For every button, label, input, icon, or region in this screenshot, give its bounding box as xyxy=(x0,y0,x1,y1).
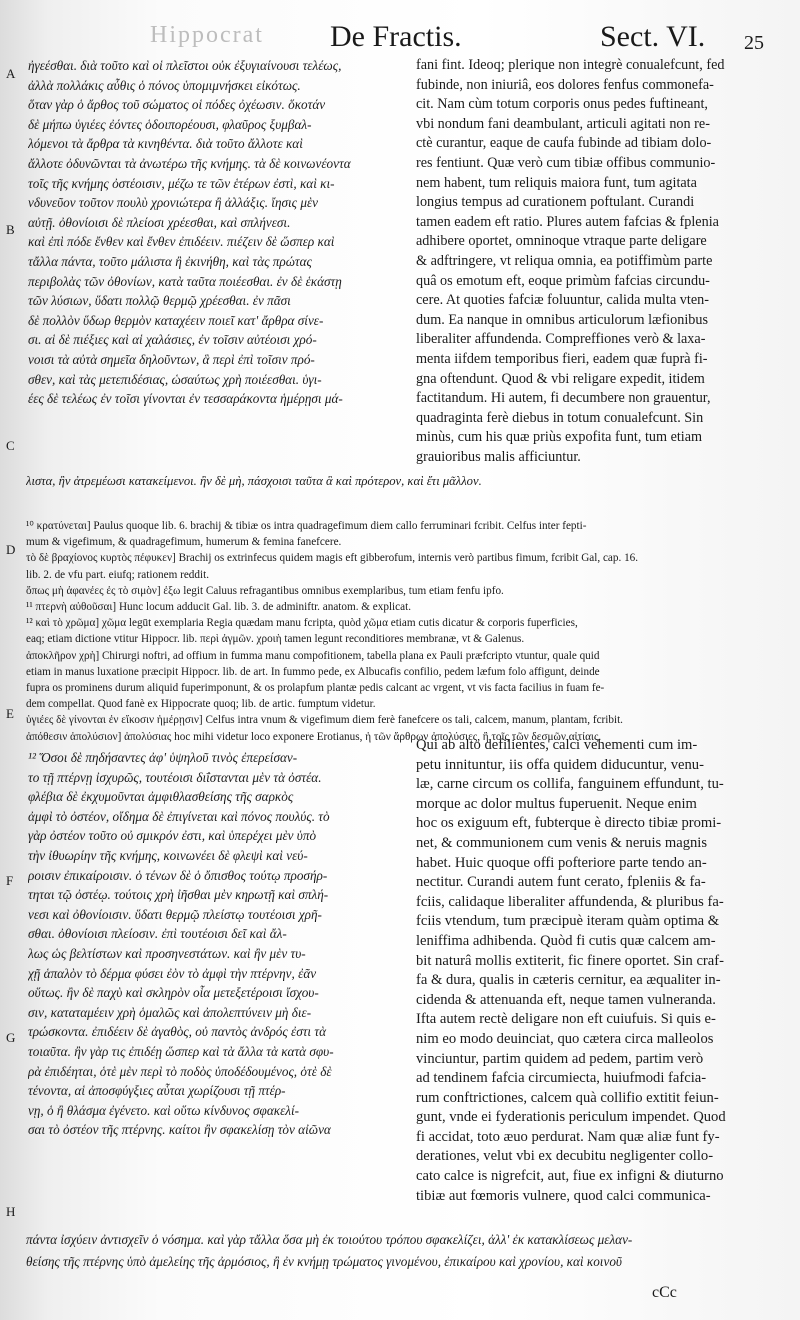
greek-line: τῶν λύσιων, ὕδατι πολλῷ θερμῷ χρέεσθαι. ἐν πᾶσι xyxy=(28,293,291,309)
margin-letter-d: D xyxy=(6,542,16,557)
greek-line: σι. αἱ δὲ πιέξιες καὶ αἱ χαλάσιες, ἐν τοῖσιν αὐτέοισι χρό- xyxy=(28,332,317,348)
greek-line: έες δὲ τελέως ἐν τοῖσι γίνονται ἐν τεσσαράκοντα ἡμέρῃσι μά- xyxy=(28,391,343,407)
latin-line: fi accidat, toto æuo perdurat. Nam quæ aliæ funt fy- xyxy=(416,1128,720,1145)
latin-line: vinciuntur, partim quidem ad pedem, partim verò xyxy=(416,1050,704,1067)
greek-line: τένοντα, αἱ ἀποσφύγξιες αὗται χωρίζουσι τῇ πτέρ- xyxy=(28,1083,286,1099)
latin-line: bit naturâ mollis extiterit, fic finere oportet. Sin craf- xyxy=(416,952,724,969)
latin-line: & adftringere, vt reliqua omnia, ea potiffimùm parte xyxy=(416,252,713,269)
latin-line: grauioribus malis afficiuntur. xyxy=(416,448,581,465)
greek-line: σιν, καταταμέειν χρὴ ὁμαλῶς καὶ ἀπολεπτύνειν μὴ διε- xyxy=(28,1004,312,1020)
upper-greek-column xyxy=(28,56,408,409)
greek-line: ¹² Ὅσοι δὲ πηδήσαντες ἀφ' ὑψηλοῦ τινὸς ἐπερείσαν- xyxy=(28,750,298,765)
latin-line: gunt, vnde ei fyderationis periculum impendet. Quod xyxy=(416,1109,726,1126)
latin-line: quadraginta ferè diebus in totum conualefcunt. Sin xyxy=(416,409,704,426)
latin-line: nem habent, tum reliquis maiora funt, tum agitata xyxy=(416,174,697,191)
greek-line: αὐτῇ. ὀθονίοισι δὲ πλείοσι χρέεσθαι, καὶ σπλήνεσι. xyxy=(28,214,291,230)
greek-line: νοισι τὰ αὐτὰ σημεῖα δηλοῦντων, ἃ περὶ ἐπὶ τοῖσιν πρό- xyxy=(28,351,315,367)
latin-line: cidenda & attenuanda eft, neque tamen vulneranda. xyxy=(416,991,716,1008)
margin-letter-e: E xyxy=(6,706,14,721)
lower-greek-column xyxy=(28,748,408,1140)
annotation-line: ἀποκλῆρον χρὴ] Chirurgi noftri, ad offium in fumma manu compofitionem, tabella plana ex Pauli præfcripto vtuntur, quale quid xyxy=(26,649,600,662)
annotation-line: ¹⁰ κρατύνεται] Paulus quoque lib. 6. brachij & tibiæ os intra quadragefimum diem callo ferruminari fcribit. Celfus inter fepti- xyxy=(26,520,587,532)
greek-line: ἀλλὰ πολλάκις αὖθις ὁ πόνος ὑπομιμνήσκει εἰκότως. xyxy=(28,77,301,93)
greek-line: οὕτως. ἢν δὲ παχὺ καὶ σκληρὸν οἷα μετεξετέροισι ἴσχου- xyxy=(28,985,319,1001)
margin-letter-g: G xyxy=(6,1030,16,1045)
annotation-line: lib. 2. de vfu part. eiufq; rationem reddit. xyxy=(26,568,209,581)
greek-line: περιβολὰς τῶν ὀθονίων, κατὰ ταῦτα ποιέεσθαι. ἐν δὲ ἑκάστῃ xyxy=(28,273,342,289)
annotations-block xyxy=(26,518,776,745)
greek-line: χῇ ἁπαλὸν τὸ δέρμα φύσει ἐὸν τὸ ἀμφὶ τὴν πτέρνην, ἐᾶν xyxy=(28,965,317,981)
latin-line: petu innituntur, iis offa quidem diducuntur, venu- xyxy=(416,756,704,773)
latin-line: ad tendinem fafcia circumiecta, huiufmodi fafcia- xyxy=(416,1070,707,1087)
annotation-line: ¹² καὶ τὸ χρῶμα] χῶμα legūt exemplaria Regia quædam manu fcripta, quòd χῶμα etiam cutis dicatur & corporis fuperficies, xyxy=(26,617,578,630)
latin-line: minùs, cum his quæ priùs expofita funt, tum etiam xyxy=(416,429,703,446)
latin-line: ctè curantur, eaque de caufa fubinde ad tibiam dolo- xyxy=(416,135,712,152)
latin-line: cit. Nam cùm totum corporis onus pedes fuftineant, xyxy=(416,96,708,113)
latin-line: factitandum. Hi autem, fi decumbere non grauentur, xyxy=(416,390,711,407)
latin-line: fciis vtendum, tum præcipuè iteram quàm optima & xyxy=(416,913,720,930)
greek-line: σθαι. ὀθονίοισι πλείοσιν. ἐπὶ τουτέοισι δεῖ καὶ ἄλ- xyxy=(28,926,287,942)
greek-line: νδυνεῦον τοῦτον πουλὺ χρονιώτερα ἢ ἀλλάξις. ἴησις μὲν xyxy=(28,195,318,211)
latin-line: gna oftendunt. Quod & vbi religare expedit, itidem xyxy=(416,370,705,387)
annotation-line: ὅπως μὴ ἀφανέες ἐς τὸ σιμὸν] ἐξω legit Caluus refragantibus omnibus exemplaribus, tum etiam fenfu ipfo. xyxy=(26,584,504,597)
latin-line: cato calce is nigrefcit, aut, fiue ex infigni & diuturno xyxy=(416,1168,724,1185)
annotation-line: etiam in manus luxatione præcipit Hippocr. lib. de art. In fummo pede, ex Albucafis confilio, pedem læfum folo affigunt, deinde xyxy=(26,665,600,678)
greek-line: σαι τὸ ὀστέον τῆς πτέρνης. καίτοι ἢν σφακελίσῃ τὸν αἰῶνα xyxy=(28,1122,331,1138)
greek-line: λόμενοι τὰ ἄρθρα τὰ κινηθέντα. διὰ τοῦτο ἄλλοτε καὶ xyxy=(28,136,303,152)
latin-line: Qui ab alto defilientes, calci vehementi cum im- xyxy=(416,737,698,753)
greek-line: τοῖς τῆς κνήμης ὀστέοισιν, μέζω τε τῶν ἑτέρων ἐστὶ, καὶ κι- xyxy=(28,175,335,191)
annotation-line: ἀπόθεσιν ἀπολύσιον] ἀπολύσιας hoc mihi videtur loco exponere Erotianus, ἡ τῶν ἄρθρων ἀπολύσιες, ἢ τοῖς τῶν δεσμῶν αἰτίαις. xyxy=(26,730,602,743)
latin-line: nim eo modo deuinciat, quo cætera circa malleolos xyxy=(416,1030,714,1047)
running-header xyxy=(0,8,800,54)
latin-line: læ, carne circum os collifa, fanguinem effundunt, tu- xyxy=(416,776,724,793)
greek-line: σθεν, καὶ τὰς μετεπιδέσιας, ὡσαύτως χρὴ ποιέεσθαι. ὑγι- xyxy=(28,371,322,387)
latin-line: res fentiunt. Quæ verò cum tibiæ offibus communio- xyxy=(416,154,716,171)
section-label: Sect. VI. xyxy=(600,20,706,53)
greek-line: τηται τῷ ὀστέῳ. τούτοις χρὴ ἰῆσθαι μὲν κηρωτῇ καὶ σπλή- xyxy=(28,887,329,903)
annotation-line: dem compellat. Quod fanè ex Hippocrate quoq; lib. de artic. fumptum videtur. xyxy=(26,698,376,711)
latin-line: liberaliter affundenda. Compreffiones verò & laxa- xyxy=(416,331,706,348)
annotation-line: eaq; etiam dictione vtitur Hippocr. lib. περὶ ἀγμῶν. χροιὴ tamen legunt reconditiores membranæ, vt & Galenus. xyxy=(26,633,525,646)
latin-line: fciis, calidaque liberaliter affundenda, & pluribus fa- xyxy=(416,893,724,910)
greek-line: ἄλλοτε ὀδυνῶνται τὰ ἀνωτέρω τῆς κνήμης. τὰ δὲ κοινωνέοντα xyxy=(28,155,351,171)
latin-line: longius tempus ad curationem poftulant. Curandi xyxy=(416,194,695,211)
greek-line: τρώσκοντα. ἐπιδέειν δὲ ἀγαθὸς, οὐ παντὸς ἀνδρός ἐστι τὰ xyxy=(28,1024,327,1040)
latin-line: net, & communionem cum venis & neruis magnis xyxy=(416,834,708,851)
greek-line: ροισιν ἐπικαίροισιν. ὁ τένων δὲ ὁ ὄπισθος τούτῳ προσήρ- xyxy=(28,867,328,883)
latin-line: quâ os emotum eft, eoque primùm fafcias circundu- xyxy=(416,272,710,289)
greek-line: τοιαῦτα. ἢν γὰρ τις ἐπιδέῃ ὥσπερ καὶ τὰ ἄλλα τὰ κατὰ σφυ- xyxy=(28,1043,334,1059)
margin-letter-a: A xyxy=(6,66,16,81)
latin-line: fubinde, non iniuriâ, eos dolores fenfus commonefa- xyxy=(416,76,714,93)
latin-line: vbi nondum fani deambulant, articuli agitati non re- xyxy=(416,115,710,132)
latin-line: fani fint. Ideoq; plerique non integrè conualefcunt, fed xyxy=(416,57,725,73)
signature-mark: cCc xyxy=(652,1284,677,1301)
lower-latin-column xyxy=(416,736,792,1206)
greek-line: τἄλλα πάντα, τοῦτο μάλιστα ἢ ἐκινήθη, καὶ τὰς πρώτας xyxy=(28,253,312,269)
latin-line: tamen eadem eft ratio. Plures autem fafcias & fplenia xyxy=(416,213,719,230)
greek-line: νεσι καὶ ὀθονίοισιν. ὕδατι θερμῷ πλείστῳ τουτέοισι χρῆ- xyxy=(28,906,322,922)
latin-line: rum conftrictiones, calcem quà collifio extitit feiun- xyxy=(416,1089,719,1106)
running-title: De Fractis. xyxy=(330,20,462,53)
greek-line: δὲ μήπω ὑγιέες ἐόντες ὁδοιπορέουσι, φλαῦρος ξυμβαλ- xyxy=(28,116,312,132)
latin-line: Ifta autem rectè deligare non eft cuiufuis. Si quis e- xyxy=(416,1011,716,1028)
greek-line: γὰρ ὀστέον τοῦτο οὐ σμικρόν ἐστι, καὶ ὑπερέχει μὲν ὑπὸ xyxy=(28,828,317,844)
annotation-line: mum & vigefimum, & quadragefimum, humerum & femina fanefcere. xyxy=(26,536,342,549)
latin-line: habet. Huic quoque offi pofteriore parte tendo an- xyxy=(416,854,707,871)
greek-line: ἀμφὶ τὸ ὀστέον, οἴδημα δὲ ἐπιγίνεται καὶ πόνος πουλύς. τὸ xyxy=(28,808,330,824)
greek-line-full-width: λιστα, ἢν ἀτρεμέωσι κατακείμενοι. ἢν δὲ μὴ, πάσχοισι ταῦτα ἃ καὶ πρότερον, καὶ ἔτι μᾶλλον. xyxy=(26,474,482,488)
latin-line: nectitur. Curandi autem funt cerato, fpleniis & fa- xyxy=(416,874,706,891)
margin-letter-f: F xyxy=(6,873,14,888)
latin-line: cere. At quoties fafciæ foluuntur, calida multa vten- xyxy=(416,292,709,309)
greek-line: καὶ ἐπὶ πόδε ἔνθεν καὶ ἔνθεν ἐπιδέειν. πιέζειν δὲ ὥσπερ καὶ xyxy=(28,234,335,250)
latin-line: menta iifdem temporibus fieri, eadem quæ fuprà fi- xyxy=(416,350,708,367)
margin-letter-c: C xyxy=(6,438,15,453)
greek-line: δὲ πολλὸν ὕδωρ θερμὸν καταχέειν ποιεῖ κατ' ἄρθρα σίνε- xyxy=(28,312,324,328)
annotation-line: ὑγιέες δὲ γίνονται ἐν εἴκοσιν ἡμέρῃσιν] Celfus intra vnum & vigefimum diem ferè fanefcere os tali, calcem, manum, plantam, fcribit. xyxy=(26,714,623,727)
latin-line: adhibere oportet, omninoque vtraque parte deligare xyxy=(416,233,707,250)
latin-line: dum. Ea nanque in omnibus articulorum læfionibus xyxy=(416,311,708,328)
annotation-line: ¹¹ πτερνὴ αὐθοῦσαι] Hunc locum adducit Gal. lib. 3. de adminiftr. anatom. & explicat. xyxy=(26,601,411,614)
annotation-line: fupra os prominens durum aliquid fuperimponunt, & os prolapfum plantæ pedis calcant ac vrgent, vt vis facta facilius in fuam fe- xyxy=(26,682,605,695)
upper-latin-column xyxy=(416,56,792,467)
greek-line: λως ὡς βελτίστων καὶ προσηνεστάτων. καὶ ἢν μὲν τυ- xyxy=(28,945,306,961)
annotation-line: τὸ δὲ βραχίονος κυρτὸς πέφυκεν] Brachij os extrinfecus quidem magis eft gibberofum, internis verò partibus fimum, fcribit Gal, cap. 16. xyxy=(26,552,639,565)
page-number: 25 xyxy=(744,32,764,54)
greek-line: τὴν ἰθυωρίην τῆς κνήμης, κοινωνέει δὲ φλεψὶ καὶ νεύ- xyxy=(28,847,308,863)
greek-line: ἠγεέσθαι. διὰ τοῦτο καὶ οἱ πλεῖστοι οὐκ ἐξυγιαίνουσι τελέως, xyxy=(28,58,342,73)
greek-line: φλέβια δὲ ἐκχυμοῦνται ἀμφιθλασθείσης τῆς σαρκὸς xyxy=(28,789,294,805)
greek-line: ὅταν γὰρ ὁ ἄρθος τοῦ σώματος οἱ πόδες ὀχέωσιν. ὅκοτάν xyxy=(28,97,326,113)
margin-letter-b: B xyxy=(6,222,15,237)
latin-line: morque ac dolor multus fuperuenit. Neque enim xyxy=(416,795,697,812)
latin-line: derationes, velut vbi ex decubitu negligenter collo- xyxy=(416,1148,714,1165)
greek-line: το τῇ πτέρνῃ ἰσχυρῶς, τουτέοισι διΐστανται μὲν τὰ ὀστέα. xyxy=(28,769,322,785)
latin-line: fa & dura, qualis in cæteris cernitur, ea æqualiter in- xyxy=(416,972,721,989)
greek-line-full-width: θείσης τῆς πτέρνης ὑπὸ ἀμελείης τῆς ἀρμόσιος, ἢ ἐν κνήμῃ τρώματος γινομένου, ἐπικαίρου καὶ χρονίου, καὶ κοινοῦ xyxy=(26,1254,622,1269)
latin-line: hoc os exiguum eft, fubterque è directo tibiæ promi- xyxy=(416,815,722,832)
bleed-through-text: Hippocrat xyxy=(150,22,264,48)
greek-line: ρὰ ἐπιδέηται, ὁτὲ μὲν περὶ τὸ ποδὸς ὑποδέδουμένος, ὁτὲ δὲ xyxy=(28,1063,332,1079)
greek-line: νῃ, ὁ ἢ θλάσμα ἐγένετο. καὶ οὕτω κίνδυνος σφακελί- xyxy=(28,1102,300,1118)
greek-line-full-width: πάντα ἰσχύειν ἀντισχεῖν ὁ νόσημα. καὶ γὰρ τἄλλα ὅσα μὴ ἐκ τοιούτου τρόπου σφακελίζει, ἀλλ' ἐκ κατακλίσεως μελαν- xyxy=(26,1232,633,1247)
margin-letter-h: H xyxy=(6,1204,16,1219)
latin-line: leniffima adhibenda. Quòd fi cutis quæ calcem am- xyxy=(416,932,716,949)
latin-line: tibiæ aut fœmoris vulnere, quod calci communica- xyxy=(416,1187,711,1204)
